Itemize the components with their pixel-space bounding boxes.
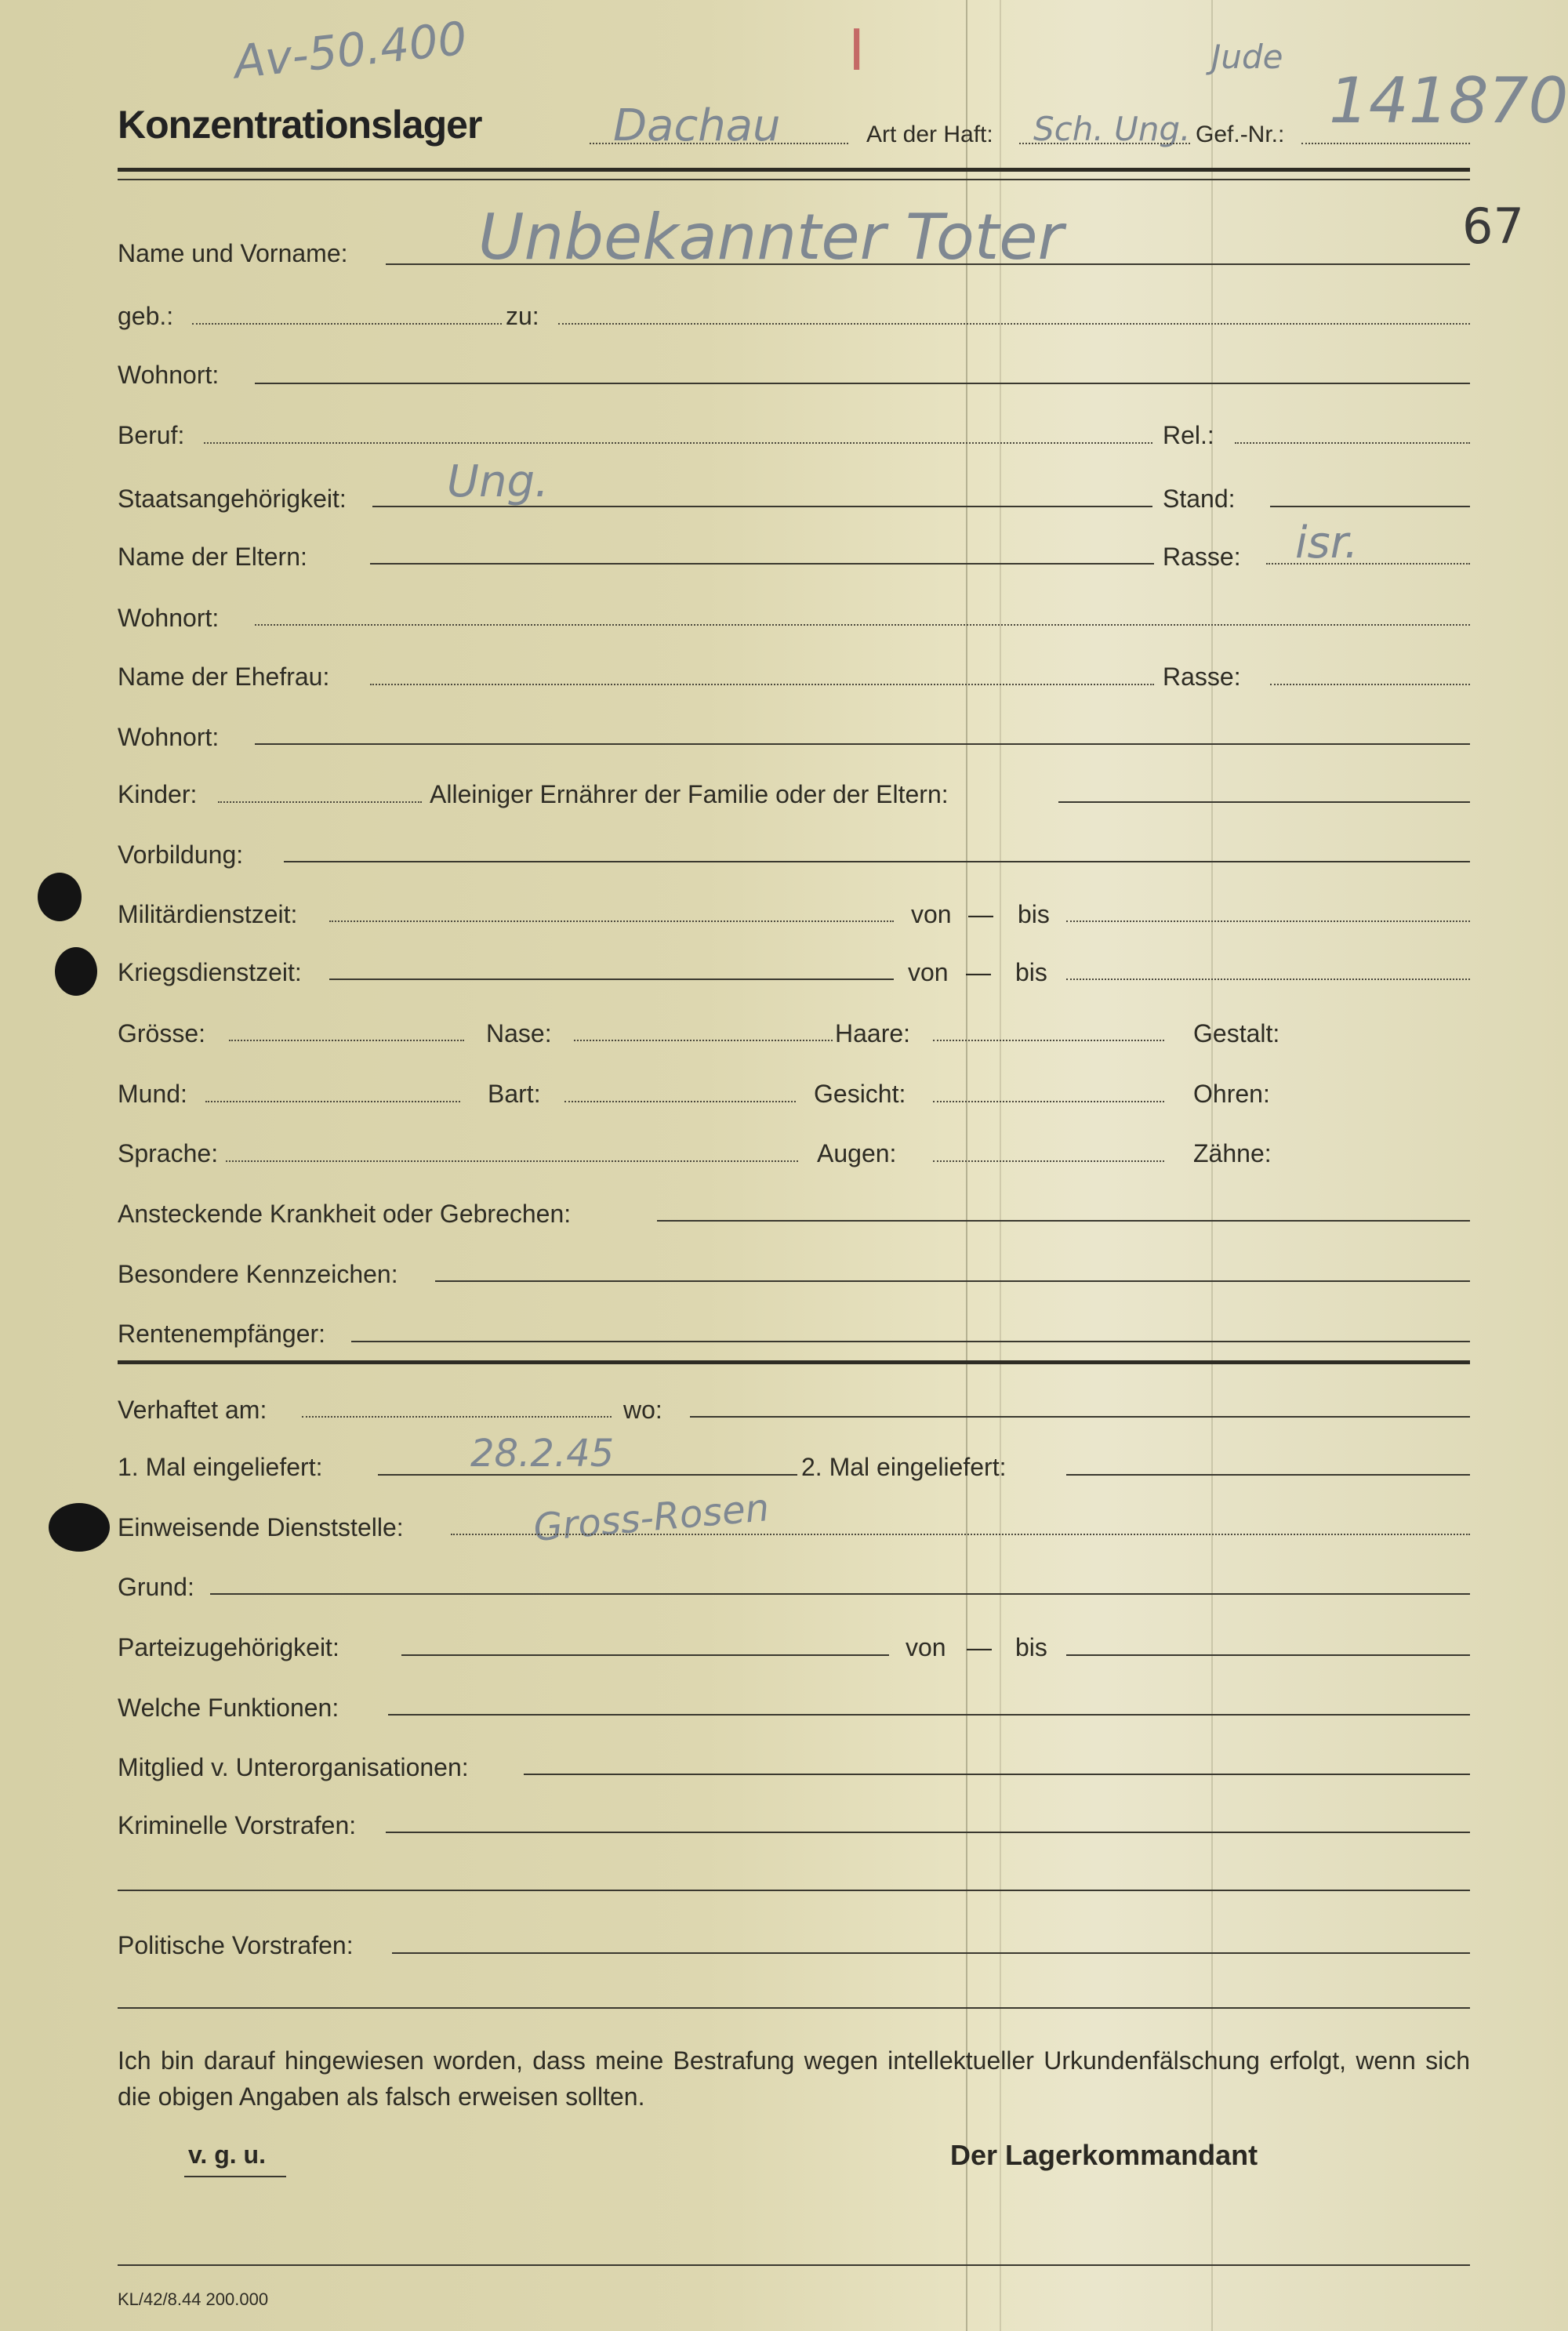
krieg-bis-line (1066, 979, 1470, 980)
gesicht-label: Gesicht: (814, 1080, 906, 1108)
geb-label: geb.: (118, 302, 174, 330)
sprache-line (226, 1160, 798, 1162)
krieg-dash: — (966, 958, 991, 986)
zu-label: zu: (506, 302, 539, 330)
krankheit-line (657, 1220, 1470, 1222)
mund-label: Mund: (118, 1080, 187, 1108)
krieg-von: von (908, 958, 949, 986)
name-label: Name und Vorname: (118, 239, 348, 267)
declaration-text: Ich bin darauf hingewiesen worden, dass meine Bestrafung wegen intellektueller Urkundenfälschung erfolgt, wenn sich die obigen Angaben als falsch erweisen sollten. (118, 2046, 1470, 2111)
partei-label: Parteizugehörigkeit: (118, 1633, 339, 1661)
footer-line (118, 2264, 1470, 2266)
einweisende-label: Einweisende Dienststelle: (118, 1513, 404, 1541)
ernaehrer-label: Alleiniger Ernährer der Familie oder der Eltern: (430, 780, 949, 808)
gestalt-label: Gestalt: (1193, 1019, 1280, 1047)
punch-hole (38, 873, 82, 921)
rel-line (1235, 442, 1470, 444)
kriminelle-label: Kriminelle Vorstrafen: (118, 1811, 357, 1839)
groesse-label: Grösse: (118, 1019, 206, 1047)
rente-label: Rentenempfänger: (118, 1320, 326, 1348)
haare-line (933, 1040, 1164, 1041)
mitglied-line (524, 1774, 1470, 1775)
militaer-bis: bis (1018, 900, 1050, 928)
vorbildung-line (284, 861, 1470, 862)
partei-bis: bis (1015, 1633, 1047, 1661)
politische-line-2 (118, 2007, 1470, 2009)
politische-line (392, 1952, 1470, 1954)
partei-bis-line (1066, 1654, 1470, 1656)
verhaftet-line (302, 1416, 612, 1418)
camp-line (590, 143, 848, 144)
augen-label: Augen: (817, 1139, 897, 1167)
kommandant-signature: Der Lagerkommandant (950, 2139, 1258, 2171)
wohnort2-label: Wohnort: (118, 604, 220, 632)
mal2-line (1066, 1474, 1470, 1476)
einweisende-value: Gross-Rosen (532, 1485, 771, 1551)
geb-line (192, 323, 502, 325)
jude-note: Jude (1211, 38, 1283, 76)
kinder-line (218, 801, 422, 803)
vorbildung-label: Vorbildung: (118, 841, 244, 869)
grund-label: Grund: (118, 1573, 194, 1601)
section-rule (118, 1360, 1470, 1364)
bart-label: Bart: (488, 1080, 541, 1108)
einweisende-line (451, 1534, 1470, 1535)
card-number: 67 (1462, 198, 1524, 255)
militaer-dash: — (968, 900, 993, 928)
nase-line (574, 1040, 833, 1041)
punch-hole (49, 1503, 110, 1552)
ohren-label: Ohren: (1193, 1080, 1270, 1108)
zaehne-label: Zähne: (1193, 1139, 1272, 1167)
camp-name: Dachau (613, 100, 781, 151)
gef-line (1301, 143, 1470, 144)
verhaftet-label: Verhaftet am: (118, 1396, 267, 1424)
ehefrau-line (370, 684, 1154, 685)
paper-fold (1000, 0, 1001, 2331)
haare-label: Haare: (835, 1019, 911, 1047)
beruf-line (204, 442, 1152, 444)
name-value: Unbekannter Toter (478, 201, 1064, 274)
ernaehrer-line (1058, 801, 1470, 803)
eltern-label: Name der Eltern: (118, 543, 307, 571)
mund-line (205, 1101, 460, 1102)
krieg-line (329, 979, 894, 980)
zu-line (558, 323, 1470, 325)
staat-value: Ung. (447, 456, 549, 507)
form-code: KL/42/8.44 200.000 (118, 2289, 269, 2309)
vgu-underline (184, 2176, 286, 2177)
mal2-label: 2. Mal eingeliefert: (801, 1453, 1007, 1481)
militaer-label: Militärdienstzeit: (118, 900, 298, 928)
militaer-von: von (911, 900, 952, 928)
haft-value: Sch. Ung. (1033, 110, 1191, 148)
wohnort-line (255, 383, 1470, 384)
kennzeichen-label: Besondere Kennzeichen: (118, 1260, 398, 1288)
gef-label: Gef.-Nr.: (1196, 122, 1285, 147)
staat-line (372, 506, 1152, 507)
politische-label: Politische Vorstrafen: (118, 1931, 354, 1959)
gesicht-line (933, 1101, 1164, 1102)
beruf-label: Beruf: (118, 421, 185, 449)
mitglied-label: Mitglied v. Unterorganisationen: (118, 1753, 469, 1781)
grund-line (210, 1593, 1470, 1595)
staat-label: Staatsangehörigkeit: (118, 485, 347, 513)
groesse-line (229, 1040, 464, 1041)
form-title: Konzentrationslager (118, 103, 482, 147)
rasse-label: Rasse: (1163, 543, 1241, 571)
rasse-value: isr. (1295, 517, 1359, 568)
punch-hole (55, 947, 97, 996)
krieg-bis: bis (1015, 958, 1047, 986)
wohnort3-line (255, 743, 1470, 745)
header-rule-thin (118, 179, 1470, 180)
rasse-line (1266, 563, 1470, 565)
wo-line (690, 1416, 1470, 1418)
partei-von: von (906, 1633, 946, 1661)
header-rule (118, 168, 1470, 172)
eltern-line (370, 563, 1154, 565)
name-line (386, 263, 1470, 265)
rente-line (351, 1341, 1470, 1342)
kriminelle-line-2 (118, 1890, 1470, 1891)
wohnort-label: Wohnort: (118, 361, 220, 389)
mal1-value: 28.2.45 (470, 1432, 615, 1476)
mal1-label: 1. Mal eingeliefert: (118, 1453, 323, 1481)
wohnort2-line (255, 624, 1470, 626)
archive-number: Av-50.400 (231, 11, 470, 89)
gef-value: 141870 (1329, 64, 1568, 137)
haft-line (1019, 143, 1190, 144)
militaer-line (329, 920, 894, 922)
stand-line (1270, 506, 1470, 507)
krankheit-label: Ansteckende Krankheit oder Gebrechen: (118, 1200, 572, 1228)
kriminelle-line (386, 1832, 1470, 1833)
rel-label: Rel.: (1163, 421, 1214, 449)
partei-line (401, 1654, 889, 1656)
rasse2-line (1270, 684, 1470, 685)
nase-label: Nase: (486, 1019, 552, 1047)
kinder-label: Kinder: (118, 780, 198, 808)
wo-label: wo: (623, 1396, 662, 1424)
red-stamp-mark: I (848, 17, 866, 83)
ehefrau-label: Name der Ehefrau: (118, 663, 330, 691)
stand-label: Stand: (1163, 485, 1236, 513)
haft-label: Art der Haft: (866, 122, 993, 147)
paper-fold (966, 0, 967, 2331)
augen-line (933, 1160, 1164, 1162)
mal1-line (378, 1474, 797, 1476)
sprache-label: Sprache: (118, 1139, 219, 1167)
wohnort3-label: Wohnort: (118, 723, 220, 751)
rasse2-label: Rasse: (1163, 663, 1241, 691)
vgu-mark: v. g. u. (188, 2140, 266, 2169)
funktionen-line (388, 1714, 1470, 1716)
kennzeichen-line (435, 1280, 1470, 1282)
militaer-bis-line (1066, 920, 1470, 922)
bart-line (564, 1101, 796, 1102)
partei-dash: — (967, 1633, 992, 1661)
funktionen-label: Welche Funktionen: (118, 1694, 339, 1722)
krieg-label: Kriegsdienstzeit: (118, 958, 302, 986)
